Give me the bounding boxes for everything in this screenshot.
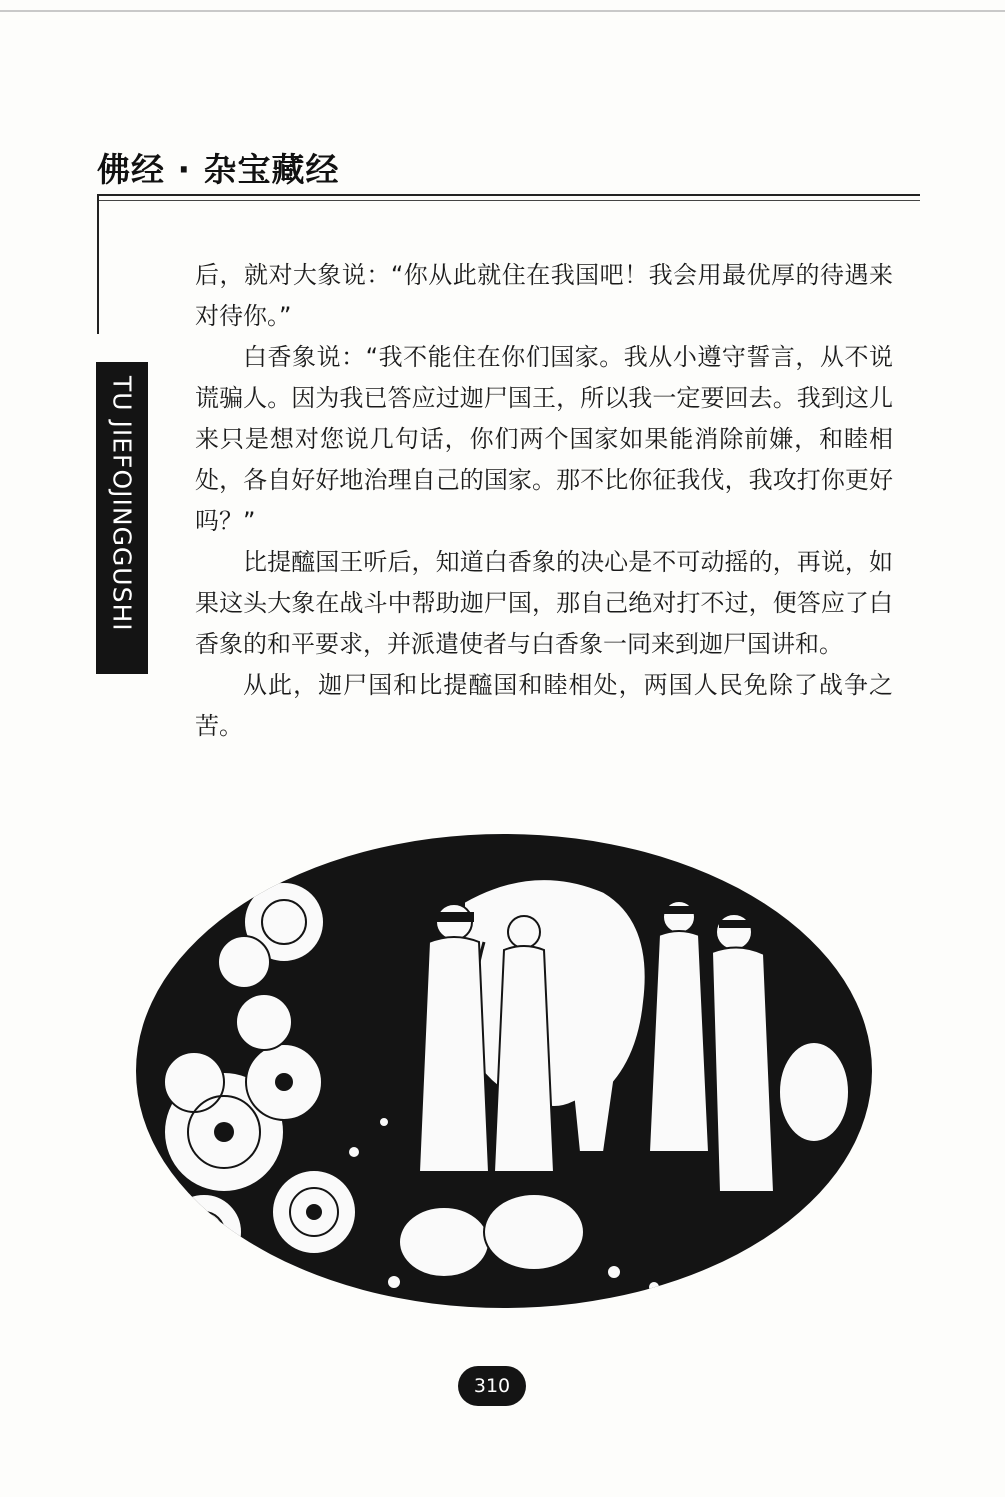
top-rule xyxy=(0,10,1005,12)
paragraph: 白香象说：“我不能住在你们国家。我从小遵守誓言，从不说谎骗人。因为我已答应过迦尸国王，所以我一定要回去。我到这儿来只是想对您说几句话，你们两个国家如果能消除前嫌，和睦相处，各自好好地治理自己的国家。那不比你征我伐，我攻打你更好吗？” xyxy=(195,343,893,535)
header-rule xyxy=(97,194,920,196)
page-number: 310 xyxy=(458,1366,526,1406)
paragraph: 从此，迦尸国和比提醯国和睦相处，两国人民免除了战争之苦。 xyxy=(195,671,893,740)
illustration-elephant-scene xyxy=(134,832,874,1310)
paragraph: 比提醯国王听后，知道白香象的决心是不可动摇的，再说，如果这头大象在战斗中帮助迦尸国，那自己绝对打不过，便答应了白香象的和平要求，并派遣使者与白香象一同来到迦尸国讲和。 xyxy=(195,548,893,658)
paragraph: 后，就对大象说：“你从此就住在我国吧！我会用最优厚的待遇来对待你。” xyxy=(195,261,893,330)
header-rule-thin xyxy=(97,200,920,201)
margin-rule xyxy=(97,194,99,334)
book-title: 佛经 · 杂宝藏经 xyxy=(97,150,340,189)
side-tab-label: TU JIEFOJINGGUSHI xyxy=(107,376,137,632)
body-text xyxy=(195,255,893,747)
